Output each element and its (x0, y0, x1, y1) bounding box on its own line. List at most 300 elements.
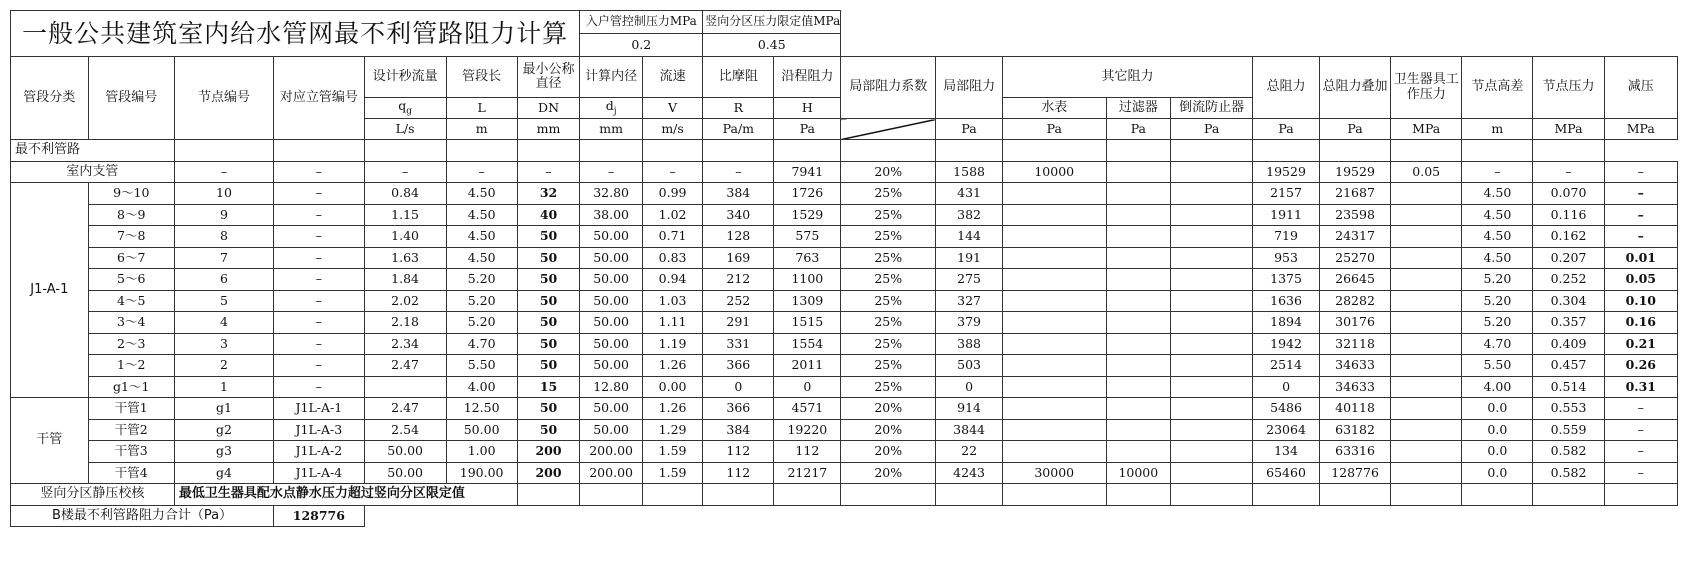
table-cell (1003, 355, 1107, 377)
worst-pipe-label: 最不利管路 (11, 140, 175, 162)
table-cell: 40118 (1319, 398, 1390, 420)
table-cell: 50.00 (364, 441, 446, 463)
hdr-reduce: 减压 (1604, 57, 1677, 119)
table-cell: 0.00 (642, 376, 702, 398)
table-cell: 953 (1253, 247, 1320, 269)
table-cell (1391, 226, 1462, 248)
zone-check-label: 竖向分区静压校核 (11, 484, 175, 506)
table-cell: 50 (517, 247, 580, 269)
table-cell (1391, 419, 1462, 441)
unit-meter: Pa (1003, 119, 1107, 140)
table-cell: 144 (936, 226, 1003, 248)
table-cell: 9 (174, 204, 273, 226)
table-cell: – (274, 161, 365, 183)
table-cell: 503 (936, 355, 1003, 377)
table-cell: 0.207 (1533, 247, 1604, 269)
table-cell: 50 (517, 333, 580, 355)
table-cell: 32118 (1319, 333, 1390, 355)
table-cell: 9～10 (88, 183, 174, 205)
table-cell: 65460 (1253, 462, 1320, 484)
table-cell: 112 (703, 441, 774, 463)
table-cell: 50 (517, 269, 580, 291)
hdr-along-resistance: 沿程阻力 (774, 57, 841, 98)
table-row (11, 247, 1678, 269)
table-cell: – (274, 355, 365, 377)
table-cell: 719 (1253, 226, 1320, 248)
table-cell: 4.50 (1462, 247, 1533, 269)
table-cell: 28282 (1319, 290, 1390, 312)
table-cell: 63316 (1319, 441, 1390, 463)
table-cell: 2514 (1253, 355, 1320, 377)
hdr-segment-no: 管段编号 (88, 57, 174, 140)
table-cell: 0.01 (1604, 247, 1677, 269)
table-cell: 21687 (1319, 183, 1390, 205)
table-row (11, 312, 1678, 334)
sym-d: $d_j$ (580, 98, 643, 119)
table-cell (1171, 269, 1253, 291)
table-cell (1106, 355, 1171, 377)
table-cell: 50 (517, 290, 580, 312)
table-cell (1171, 161, 1253, 183)
hdr-other-resistance: 其它阻力 (1003, 57, 1253, 98)
table-cell: 0.99 (642, 183, 702, 205)
table-cell: 1375 (1253, 269, 1320, 291)
table-cell: 340 (703, 204, 774, 226)
table-cell (1003, 312, 1107, 334)
table-cell: 23064 (1253, 419, 1320, 441)
table-cell: 12.80 (580, 376, 643, 398)
table-cell: 0 (703, 376, 774, 398)
sym-h: H (774, 98, 841, 119)
sym-r: R (703, 98, 774, 119)
sym-dn: DN (517, 98, 580, 119)
table-cell: 388 (936, 333, 1003, 355)
pipe-resistance-sheet (10, 10, 1678, 527)
table-cell: J1L-A-2 (274, 441, 365, 463)
table-cell (1106, 333, 1171, 355)
table-cell: 32 (517, 183, 580, 205)
table-cell: 4.50 (446, 183, 517, 205)
table-cell: 25% (841, 204, 936, 226)
table-cell: 34633 (1319, 355, 1390, 377)
table-cell: – (274, 376, 365, 398)
table-cell: 10000 (1106, 462, 1171, 484)
table-cell: 384 (703, 183, 774, 205)
unit-cumulative: Pa (1319, 119, 1390, 140)
table-cell: 0.116 (1533, 204, 1604, 226)
table-cell: 366 (703, 398, 774, 420)
table-cell: – (703, 161, 774, 183)
table-cell: 134 (1253, 441, 1320, 463)
group-label-main: 干管 (11, 398, 89, 484)
table-cell: 0.21 (1604, 333, 1677, 355)
unit-total: Pa (1253, 119, 1320, 140)
hdr-inner-dia: 计算内径 (580, 57, 643, 98)
table-cell: 干管1 (88, 398, 174, 420)
table-cell: 25% (841, 312, 936, 334)
inlet-pressure-label: 入户管控制压力MPa (580, 11, 703, 34)
table-cell: 1726 (774, 183, 841, 205)
unit-backflow: Pa (1171, 119, 1253, 140)
unit-reduce: MPa (1604, 119, 1677, 140)
table-cell: 0.0 (1462, 441, 1533, 463)
table-cell: – (1604, 204, 1677, 226)
table-cell: 25% (841, 333, 936, 355)
table-cell: 22 (936, 441, 1003, 463)
table-cell (1106, 419, 1171, 441)
table-cell: 25% (841, 247, 936, 269)
table-cell: 20% (841, 398, 936, 420)
table-cell: 1100 (774, 269, 841, 291)
table-cell (364, 376, 446, 398)
table-cell: g2 (174, 419, 273, 441)
diagonal-cell (841, 119, 936, 140)
table-cell: 3 (174, 333, 273, 355)
table-cell: 50.00 (580, 247, 643, 269)
table-cell: – (580, 161, 643, 183)
table-cell (1106, 183, 1171, 205)
table-cell: 5.20 (1462, 312, 1533, 334)
table-cell: 干管4 (88, 462, 174, 484)
table-cell: 20% (841, 161, 936, 183)
title-blank-2 (841, 34, 1678, 57)
table-cell: 1894 (1253, 312, 1320, 334)
table-cell: 50 (517, 398, 580, 420)
table-cell (1106, 161, 1171, 183)
table-cell: 763 (774, 247, 841, 269)
table-cell: 4.50 (1462, 226, 1533, 248)
table-cell: 1942 (1253, 333, 1320, 355)
table-cell: 50.00 (580, 398, 643, 420)
table-cell: 4.50 (446, 204, 517, 226)
table-cell: 10 (174, 183, 273, 205)
table-cell: 112 (774, 441, 841, 463)
table-cell (1171, 226, 1253, 248)
table-cell (1171, 333, 1253, 355)
table-cell: 200.00 (580, 441, 643, 463)
table-cell (1171, 183, 1253, 205)
table-cell (1391, 312, 1462, 334)
table-cell (1106, 290, 1171, 312)
table-cell: 0 (1253, 376, 1320, 398)
table-cell: 327 (936, 290, 1003, 312)
hdr-backflow: 倒流防止器 (1171, 98, 1253, 119)
table-cell: 0.582 (1533, 441, 1604, 463)
table-cell (1171, 462, 1253, 484)
table-cell: 1.11 (642, 312, 702, 334)
table-cell: 50.00 (446, 419, 517, 441)
table-cell (1003, 204, 1107, 226)
hdr-min-dn: 最小公称直径 (517, 57, 580, 98)
table-row (11, 398, 1678, 420)
table-cell: 50 (517, 312, 580, 334)
table-cell: 20% (841, 419, 936, 441)
table-cell (1171, 419, 1253, 441)
table-cell: 50.00 (580, 333, 643, 355)
table-cell: 1588 (936, 161, 1003, 183)
unit-node-pressure: MPa (1533, 119, 1604, 140)
table-cell: 128776 (1319, 462, 1390, 484)
table-cell: 1554 (774, 333, 841, 355)
table-cell: 2.18 (364, 312, 446, 334)
table-row (11, 183, 1678, 205)
table-cell: 8～9 (88, 204, 174, 226)
hdr-riser-no: 对应立管编号 (274, 57, 365, 140)
table-cell: 50.00 (580, 269, 643, 291)
table-cell: 0.0 (1462, 398, 1533, 420)
table-cell: – (1604, 462, 1677, 484)
table-cell (1003, 269, 1107, 291)
table-cell: 1529 (774, 204, 841, 226)
table-cell: g3 (174, 441, 273, 463)
table-cell (1391, 247, 1462, 269)
table-cell (1171, 204, 1253, 226)
table-cell: J1L-A-4 (274, 462, 365, 484)
table-cell: 15 (517, 376, 580, 398)
table-cell (1171, 376, 1253, 398)
table-cell: 382 (936, 204, 1003, 226)
table-cell: 1 (174, 376, 273, 398)
table-cell: – (446, 161, 517, 183)
table-cell: 1515 (774, 312, 841, 334)
table-cell: 2 (174, 355, 273, 377)
table-cell: 0.83 (642, 247, 702, 269)
table-row (11, 204, 1678, 226)
zone-limit-label: 竖向分区压力限定值MPa (703, 11, 841, 34)
table-cell: 0.304 (1533, 290, 1604, 312)
table-cell (1003, 290, 1107, 312)
table-cell: 1.03 (642, 290, 702, 312)
table-cell: J1L-A-3 (274, 419, 365, 441)
table-cell: 50.00 (580, 226, 643, 248)
table-cell: 0.0 (1462, 419, 1533, 441)
table-cell: 379 (936, 312, 1003, 334)
table-cell: 1.26 (642, 398, 702, 420)
table-cell: 30000 (1003, 462, 1107, 484)
group-label-j1: J1-A-1 (11, 183, 89, 398)
table-cell: 0.31 (1604, 376, 1677, 398)
table-row (11, 419, 1678, 441)
table-cell: – (1604, 419, 1677, 441)
table-cell: 12.50 (446, 398, 517, 420)
title-blank (841, 11, 1678, 34)
total-value: 128776 (274, 505, 365, 527)
table-cell (1391, 204, 1462, 226)
table-cell: 2.34 (364, 333, 446, 355)
table-cell: 4～5 (88, 290, 174, 312)
table-cell: – (1604, 183, 1677, 205)
table-cell: 19529 (1319, 161, 1390, 183)
table-cell: 25% (841, 290, 936, 312)
table-cell (1391, 376, 1462, 398)
table-cell: – (1462, 161, 1533, 183)
table-cell: 5.20 (446, 290, 517, 312)
table-cell: 23598 (1319, 204, 1390, 226)
table-cell: 4571 (774, 398, 841, 420)
hdr-meter: 水表 (1003, 98, 1107, 119)
table-cell: 331 (703, 333, 774, 355)
unit-flow: L/s (364, 119, 446, 140)
table-cell: 10000 (1003, 161, 1107, 183)
sym-v: V (642, 98, 702, 119)
table-cell: – (517, 161, 580, 183)
table-cell (1391, 462, 1462, 484)
table-cell (1003, 398, 1107, 420)
table-cell: 25% (841, 376, 936, 398)
table-cell: 0.409 (1533, 333, 1604, 355)
sheet-title: 一般公共建筑室内给水管网最不利管路阻力计算 (11, 11, 580, 57)
unit-friction: Pa/m (703, 119, 774, 140)
table-cell: – (1604, 161, 1677, 183)
table-cell: 50 (517, 419, 580, 441)
table-cell: 1.40 (364, 226, 446, 248)
table-cell: 干管3 (88, 441, 174, 463)
table-cell: 0 (774, 376, 841, 398)
hdr-length: 管段长 (446, 57, 517, 98)
table-cell: 25% (841, 355, 936, 377)
table-cell: 25% (841, 226, 936, 248)
table-cell: 275 (936, 269, 1003, 291)
table-cell: 2157 (1253, 183, 1320, 205)
unit-length: m (446, 119, 517, 140)
table-cell: 38.00 (580, 204, 643, 226)
table-cell: – (642, 161, 702, 183)
table-cell (1003, 419, 1107, 441)
table-cell: 0.84 (364, 183, 446, 205)
table-cell: g1～1 (88, 376, 174, 398)
table-cell: 0.26 (1604, 355, 1677, 377)
table-cell: 7 (174, 247, 273, 269)
table-cell: 128 (703, 226, 774, 248)
table-cell: 4243 (936, 462, 1003, 484)
unit-filter: Pa (1106, 119, 1171, 140)
table-row (11, 355, 1678, 377)
hdr-node-pressure: 节点压力 (1533, 57, 1604, 119)
table-cell: 4 (174, 312, 273, 334)
table-row (11, 462, 1678, 484)
table-cell: 0.05 (1604, 269, 1677, 291)
table-cell: 50.00 (364, 462, 446, 484)
table-cell (1171, 398, 1253, 420)
unit-velocity: m/s (642, 119, 702, 140)
table-cell: J1L-A-1 (274, 398, 365, 420)
table-cell: 5.50 (1462, 355, 1533, 377)
table-cell: 50 (517, 226, 580, 248)
table-cell (1003, 333, 1107, 355)
table-cell (1171, 355, 1253, 377)
table-cell: 3～4 (88, 312, 174, 334)
table-cell (1003, 247, 1107, 269)
table-cell: 5.50 (446, 355, 517, 377)
unit-local: Pa (936, 119, 1003, 140)
hdr-local-coef: 局部阻力系数 (841, 57, 936, 119)
table-cell: – (1604, 398, 1677, 420)
table-row (11, 333, 1678, 355)
table-cell: 32.80 (580, 183, 643, 205)
table-cell: 1911 (1253, 204, 1320, 226)
table-cell: 20% (841, 441, 936, 463)
table-cell: 190.00 (446, 462, 517, 484)
table-cell: – (274, 247, 365, 269)
table-cell: 112 (703, 462, 774, 484)
table-cell: 19220 (774, 419, 841, 441)
table-cell: 4.50 (1462, 204, 1533, 226)
zone-limit-value: 0.45 (703, 34, 841, 57)
table-cell: 200 (517, 441, 580, 463)
table-cell (1106, 312, 1171, 334)
table-cell: – (274, 204, 365, 226)
table-cell: 25% (841, 269, 936, 291)
table-cell: 4.50 (446, 226, 517, 248)
table-cell: 0.0 (1462, 462, 1533, 484)
table-cell: 1.29 (642, 419, 702, 441)
table-cell: – (1533, 161, 1604, 183)
table-cell (1106, 269, 1171, 291)
table-cell: 4.70 (446, 333, 517, 355)
table-cell: 34633 (1319, 376, 1390, 398)
table-cell: 25% (841, 183, 936, 205)
unit-height: m (1462, 119, 1533, 140)
table-cell: 1.59 (642, 462, 702, 484)
table-cell: 1.15 (364, 204, 446, 226)
table-row (11, 269, 1678, 291)
table-cell: 0.514 (1533, 376, 1604, 398)
table-cell: 1.26 (642, 355, 702, 377)
table-cell: – (274, 226, 365, 248)
table-cell: 1.63 (364, 247, 446, 269)
table-cell: 5 (174, 290, 273, 312)
table-cell: 63182 (1319, 419, 1390, 441)
hdr-category: 管段分类 (11, 57, 89, 140)
table-cell: 30176 (1319, 312, 1390, 334)
zone-check-value: 最低卫生器具配水点静水压力超过竖向分区限定值 (174, 484, 517, 506)
table-cell: 2.54 (364, 419, 446, 441)
table-cell (1106, 226, 1171, 248)
hdr-local-resistance: 局部阻力 (936, 57, 1003, 119)
table-cell (1391, 269, 1462, 291)
table-cell: 40 (517, 204, 580, 226)
table-cell: 6 (174, 269, 273, 291)
table-cell (1106, 441, 1171, 463)
table-cell: 2.47 (364, 398, 446, 420)
hdr-fixture-pressure: 卫生器具工作压力 (1391, 57, 1462, 119)
table-cell (1391, 398, 1462, 420)
table-row (11, 441, 1678, 463)
table-cell: 4.70 (1462, 333, 1533, 355)
table-cell: 0.71 (642, 226, 702, 248)
table-cell: 0.252 (1533, 269, 1604, 291)
table-cell: 0.582 (1533, 462, 1604, 484)
table-cell (1106, 376, 1171, 398)
table-cell: 0 (936, 376, 1003, 398)
table-cell: 200.00 (580, 462, 643, 484)
table-cell: 2.02 (364, 290, 446, 312)
table-cell: 干管2 (88, 419, 174, 441)
unit-dia: mm (580, 119, 643, 140)
table-cell (1391, 441, 1462, 463)
table-cell: 21217 (774, 462, 841, 484)
table-cell: 24317 (1319, 226, 1390, 248)
table-cell: 1～2 (88, 355, 174, 377)
table-cell: – (274, 183, 365, 205)
hdr-design-flow: 设计秒流量 (364, 57, 446, 98)
table-cell: 50.00 (580, 419, 643, 441)
unit-fixture: MPa (1391, 119, 1462, 140)
table-cell: 0.16 (1604, 312, 1677, 334)
table-cell: 26645 (1319, 269, 1390, 291)
table-cell: 0.553 (1533, 398, 1604, 420)
table-cell: – (1604, 226, 1677, 248)
